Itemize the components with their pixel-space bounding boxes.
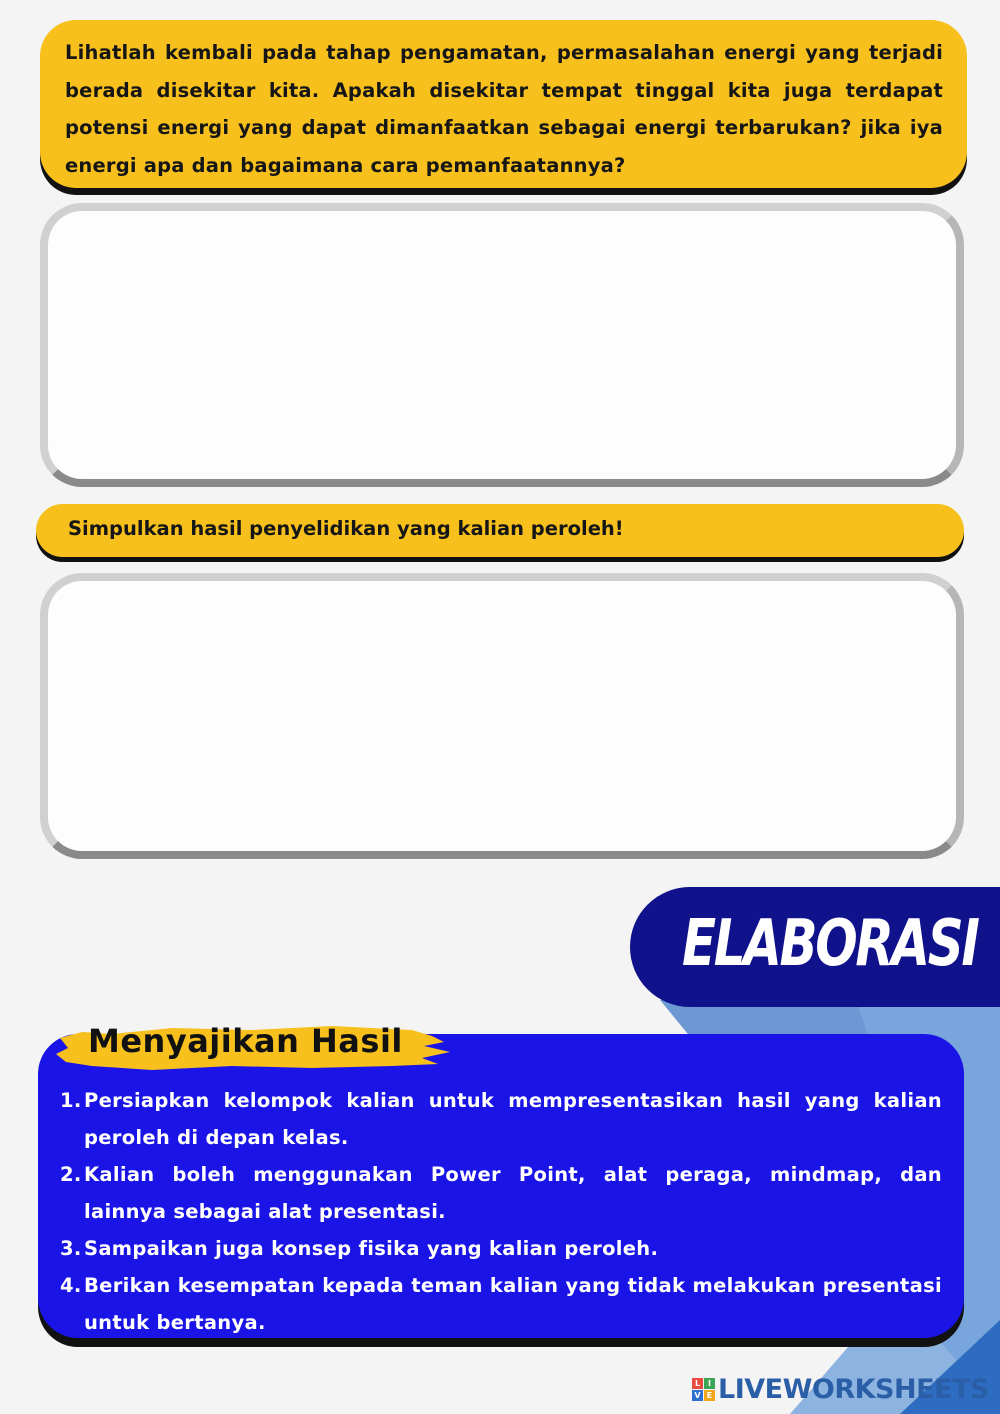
step-number: 4. [60, 1274, 82, 1297]
list-item [60, 1082, 942, 1156]
answer-box-1[interactable] [40, 203, 964, 487]
step-text: Berikan kesempatan kepada teman kalian yang tidak melakukan presentasi untuk bertanya. [84, 1274, 942, 1334]
question-box-1 [40, 20, 967, 188]
logo-letter: V [692, 1390, 703, 1401]
banner-text: ELABORASI [682, 907, 978, 981]
logo-text: LIVEWORKSHEETS [718, 1374, 989, 1405]
list-item [60, 1267, 942, 1341]
step-text: Kalian boleh menggunakan Power Point, alat peraga, mindmap, dan lainnya sebagai alat presentasi. [84, 1163, 942, 1223]
logo-letter: L [692, 1378, 703, 1389]
elaborasi-banner [630, 887, 1000, 1007]
list-item [60, 1156, 942, 1230]
list-item [60, 1230, 942, 1267]
question-2-text: Simpulkan hasil penyelidikan yang kalian peroleh! [68, 517, 624, 540]
liveworksheets-logo[interactable] [692, 1374, 989, 1405]
step-number: 2. [60, 1163, 82, 1186]
step-text: Sampaikan juga konsep fisika yang kalian peroleh. [84, 1237, 659, 1260]
logo-letter: E [704, 1390, 715, 1401]
answer-input-1[interactable] [48, 211, 956, 479]
answer-input-2[interactable] [48, 581, 956, 851]
logo-icon [692, 1378, 715, 1401]
answer-box-2[interactable] [40, 573, 964, 859]
panel-title: Menyajikan Hasil [88, 1022, 403, 1060]
question-1-text: Lihatlah kembali pada tahap pengamatan, permasalahan energi yang terjadi berada disekitar kita. Apakah disekitar tempat tinggal kita juga terdapat potensi energi yang dapat dimanfaatkan sebagai energi terbarukan? jika iya energi apa dan bagaimana cara pemanfaatannya? [65, 41, 943, 177]
logo-letter: I [704, 1378, 715, 1389]
steps-list [60, 1082, 942, 1341]
step-number: 3. [60, 1237, 82, 1260]
question-box-2 [36, 504, 964, 557]
step-number: 1. [60, 1089, 82, 1112]
step-text: Persiapkan kelompok kalian untuk mempresentasikan hasil yang kalian peroleh di depan kelas. [84, 1089, 942, 1149]
